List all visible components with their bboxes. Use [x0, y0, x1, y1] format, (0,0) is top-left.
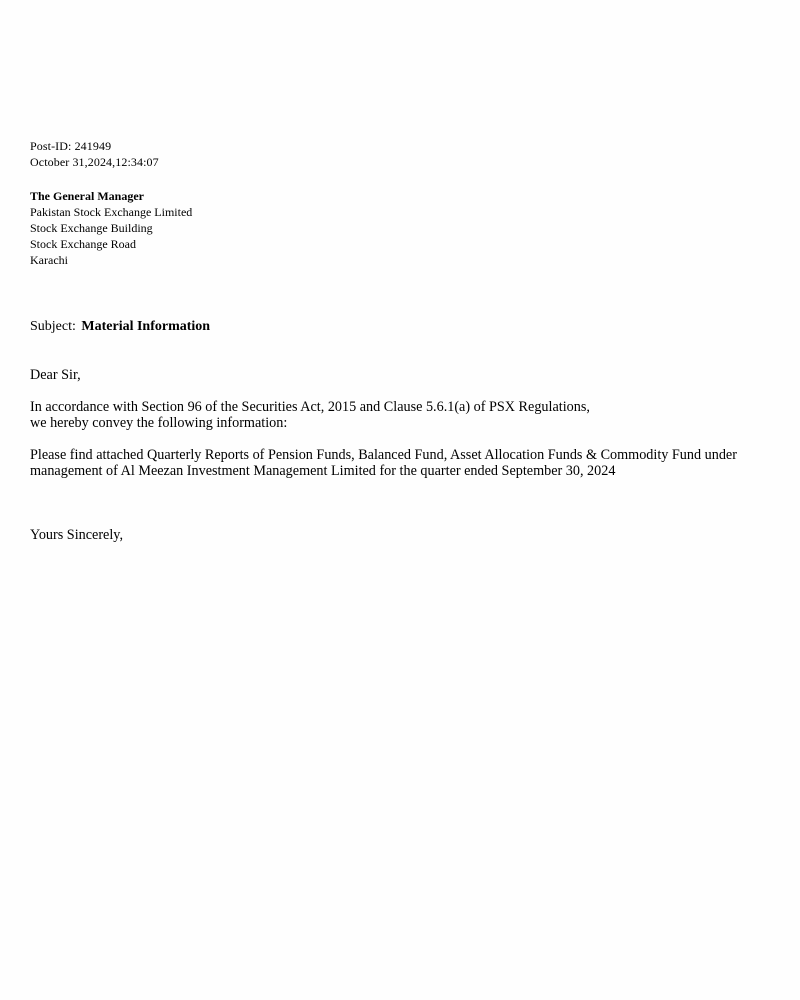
- addressee-line-3: Stock Exchange Road: [30, 237, 136, 251]
- addressee-name: The General Manager: [30, 189, 144, 203]
- subject-title: Material Information: [81, 319, 211, 334]
- subject-label: Subject:: [30, 319, 76, 334]
- salutation: Dear Sir,: [30, 367, 81, 383]
- paragraph-1-line-1: In accordance with Section 96 of the Securities Act, 2015 and Clause 5.6.1(a) of PSX Regulations,: [30, 399, 590, 415]
- addressee-line-2: Stock Exchange Building: [30, 221, 153, 235]
- addressee-block: [30, 188, 192, 268]
- addressee-line-1: Pakistan Stock Exchange Limited: [30, 205, 193, 219]
- post-datetime: October 31,2024,12:34:07: [30, 155, 159, 169]
- paragraph-2-line-1: Please find attached Quarterly Reports of Pension Funds, Balanced Fund, Asset Allocation Funds & Commodity Fund under: [30, 447, 737, 463]
- post-meta: [30, 138, 159, 170]
- addressee-line-4: Karachi: [30, 253, 68, 267]
- paragraph-1-line-2: we hereby convey the following information:: [30, 415, 288, 431]
- paragraph-2: [30, 447, 800, 479]
- subject-line: [30, 318, 210, 336]
- closing: Yours Sincerely,: [30, 527, 124, 543]
- paragraph-2-line-2: management of Al Meezan Investment Management Limited for the quarter ended September 30, 2024: [30, 463, 616, 479]
- post-id: Post-ID: 241949: [30, 139, 112, 153]
- paragraph-1: [30, 399, 800, 431]
